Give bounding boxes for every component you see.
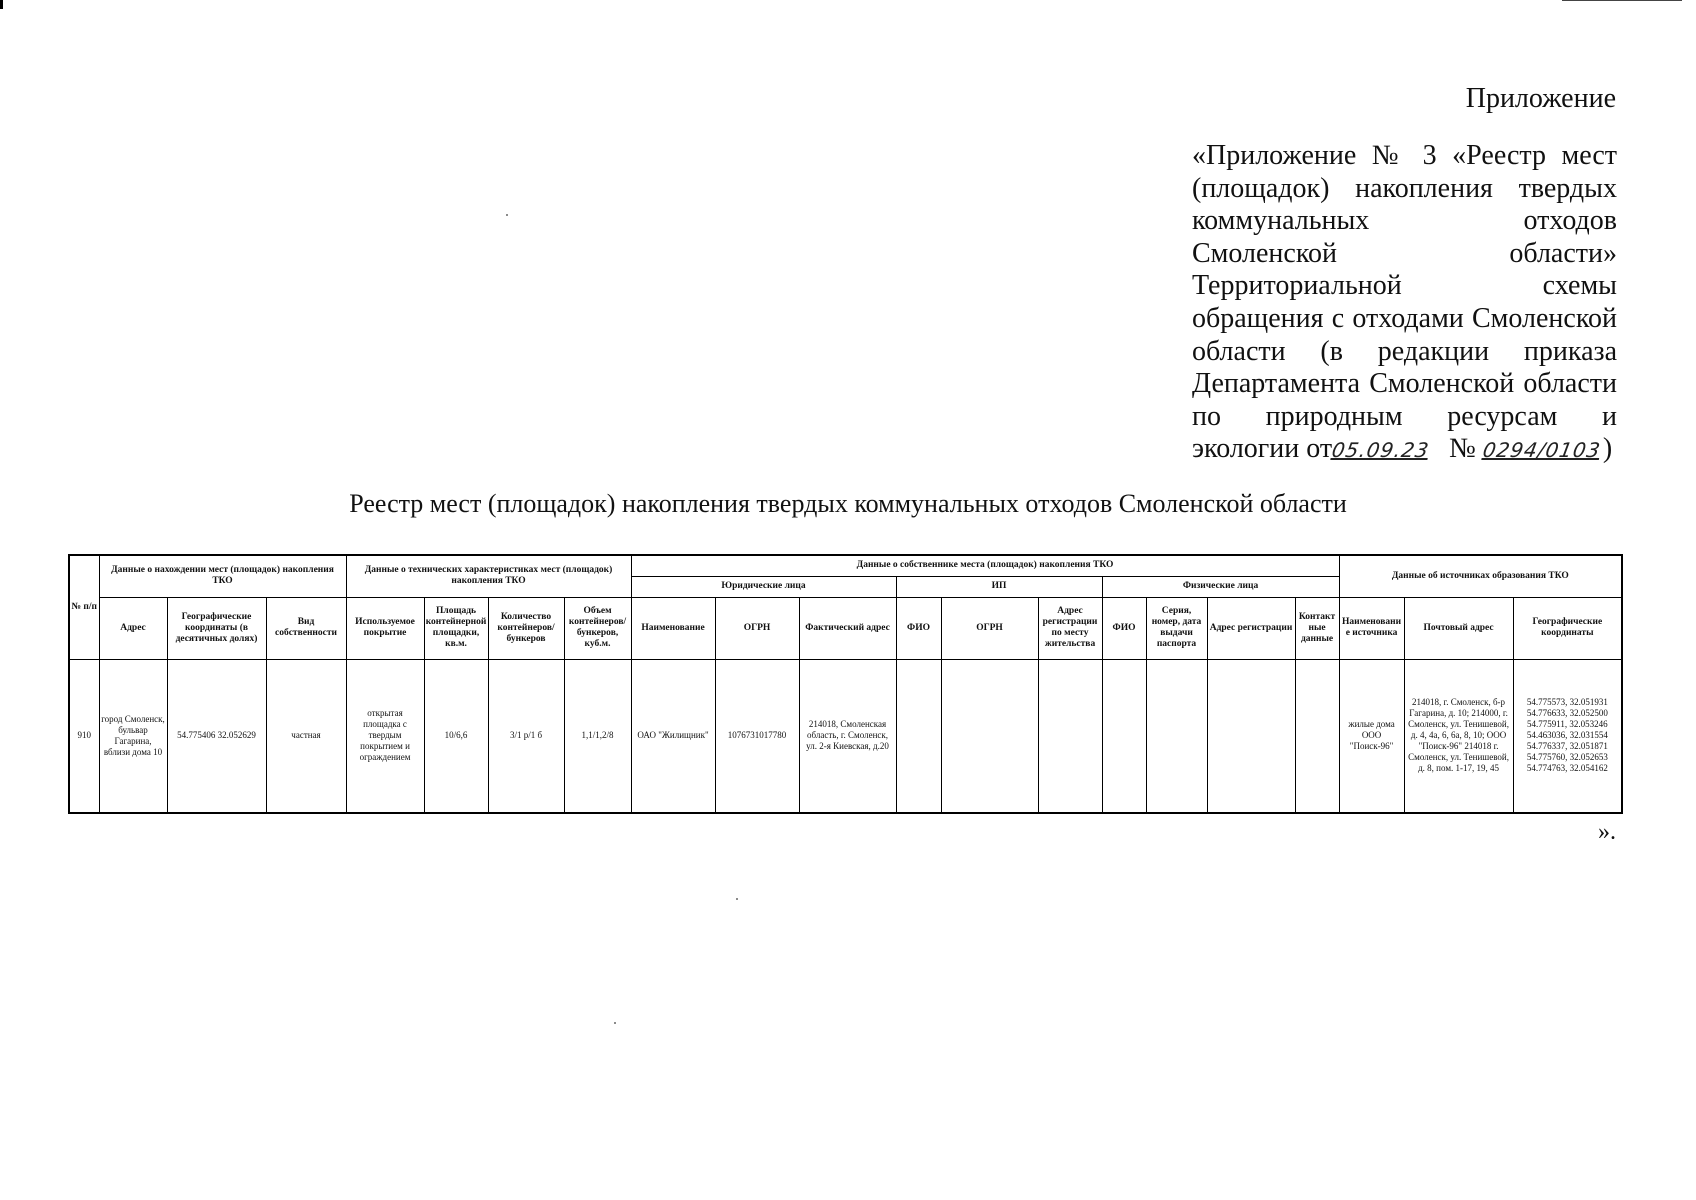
registry-table [68,554,1623,814]
table-row [69,659,1622,813]
appendix-body: «Приложение № 3 «Реестр мест (площадок) накопления твердых коммунальных отходов Смоленской области» Территориальной схемы обращения с отходами Смоленской области (в редакции приказа Департамента Смоленской области по природным ресурсам и экологии от [1192,140,1617,465]
appendix-label: Приложение [1465,83,1616,114]
handwritten-date: 05.09.23 [1330,438,1432,463]
cell-legal-ogrn: 1076731017780 [715,659,799,813]
number-sign: № [1449,433,1476,465]
header-legal-name: Наименование [631,597,715,659]
cell-ip-address [1038,659,1102,813]
source-geo-item: 54.776633, 32.052500 [1526,708,1608,718]
header-sub-legal: Юридические лица [631,576,896,597]
source-geo-item: 54.774763, 32.054162 [1526,763,1608,773]
header-ip-fio: ФИО [896,597,941,659]
cell-phys-fio [1102,659,1146,813]
cell-geo-coords: 54.775406 32.052629 [167,659,266,813]
source-geo-item: 54.776337, 32.051871 [1526,741,1608,751]
header-source-postal: Почтовый адрес [1404,597,1513,659]
cell-number: 910 [69,659,99,813]
header-geo-coords: Географические координаты (в десятичных долях) [167,597,266,659]
document-title: Реестр мест (площадок) накопления твердых коммунальных отходов Смоленской области [349,489,1347,518]
header-area: Площадь контейнерной площадки, кв.м. [424,597,488,659]
header-containers-count: Количество контейнеров/бункеров [488,597,564,659]
source-geo-item: 54.775911, 32.053246 [1526,719,1608,729]
source-geo-item: 54.775573, 32.051931 [1526,697,1608,707]
cell-area: 10/6,6 [424,659,488,813]
header-phys-passport: Серия, номер, дата выдачи паспорта [1146,597,1207,659]
header-group-sources: Данные об источниках образования ТКО [1339,555,1622,597]
appendix-text [1192,140,1617,467]
source-geo-item: 54.775760, 32.052653 [1526,752,1608,762]
scan-speck [736,898,738,900]
cell-containers-count: 3/1 р/1 б [488,659,564,813]
closing-paren: ) [1602,433,1613,465]
cell-source-geo [1513,659,1622,813]
scan-speck [614,1022,616,1024]
cell-phys-passport [1146,659,1207,813]
header-group-owner: Данные о собственнике места (площадок) накопления ТКО [631,555,1339,576]
header-number: № п/п [69,555,99,659]
cell-source-name: жилые дома ООО "Поиск-96" [1339,659,1404,813]
cell-ownership: частная [266,659,346,813]
cell-phys-address [1207,659,1295,813]
scan-line-top-right [1562,0,1682,1]
header-group-technical: Данные о технических характеристиках мест (площадок) накопления ТКО [346,555,631,597]
cell-address: город Смоленск, бульвар Гагарина, вблизи дома 10 [99,659,167,813]
header-ip-address: Адрес регистрации по месту жительства [1038,597,1102,659]
header-phys-contacts: Контактные данные [1295,597,1339,659]
closing-quote: ». [1598,819,1616,845]
cell-ip-ogrn [941,659,1038,813]
cell-surface: открытая площадка с твердым покрытием и ограждением [346,659,424,813]
header-sub-physical: Физические лица [1102,576,1339,597]
header-surface: Используемое покрытие [346,597,424,659]
cell-legal-name: ОАО "Жилищник" [631,659,715,813]
header-ip-ogrn: ОГРН [941,597,1038,659]
header-source-name: Наименование источника [1339,597,1404,659]
cell-phys-contacts [1295,659,1339,813]
cell-ip-fio [896,659,941,813]
header-legal-ogrn: ОГРН [715,597,799,659]
scan-speck [506,214,508,216]
source-geo-item: 54.463036, 32.031554 [1526,730,1608,740]
header-address: Адрес [99,597,167,659]
header-phys-fio: ФИО [1102,597,1146,659]
header-group-location: Данные о нахождении мест (площадок) накопления ТКО [99,555,346,597]
header-volume: Объем контейнеров/бункеров, куб.м. [564,597,631,659]
header-phys-address: Адрес регистрации [1207,597,1295,659]
cell-source-postal: 214018, г. Смоленск, б-р Гагарина, д. 10; 214000, г. Смоленск, ул. Тенишевой, д. 4, 4а, 6, 6а, 8, 10; ООО "Поиск-96" 214018 г. Смоленск, ул. Тенишевой, д. 8, пом. 1-17, 19, 45 [1404,659,1513,813]
handwritten-number: 0294/0103 [1480,438,1603,463]
header-legal-address: Фактический адрес [799,597,896,659]
cell-volume: 1,1/1,2/8 [564,659,631,813]
header-ownership: Вид собственности [266,597,346,659]
header-source-geo: Географические координаты [1513,597,1622,659]
scan-mark-top-left [0,0,3,9]
header-sub-ip: ИП [896,576,1102,597]
cell-legal-address: 214018, Смоленская область, г. Смоленск, ул. 2-я Киевская, д.20 [799,659,896,813]
